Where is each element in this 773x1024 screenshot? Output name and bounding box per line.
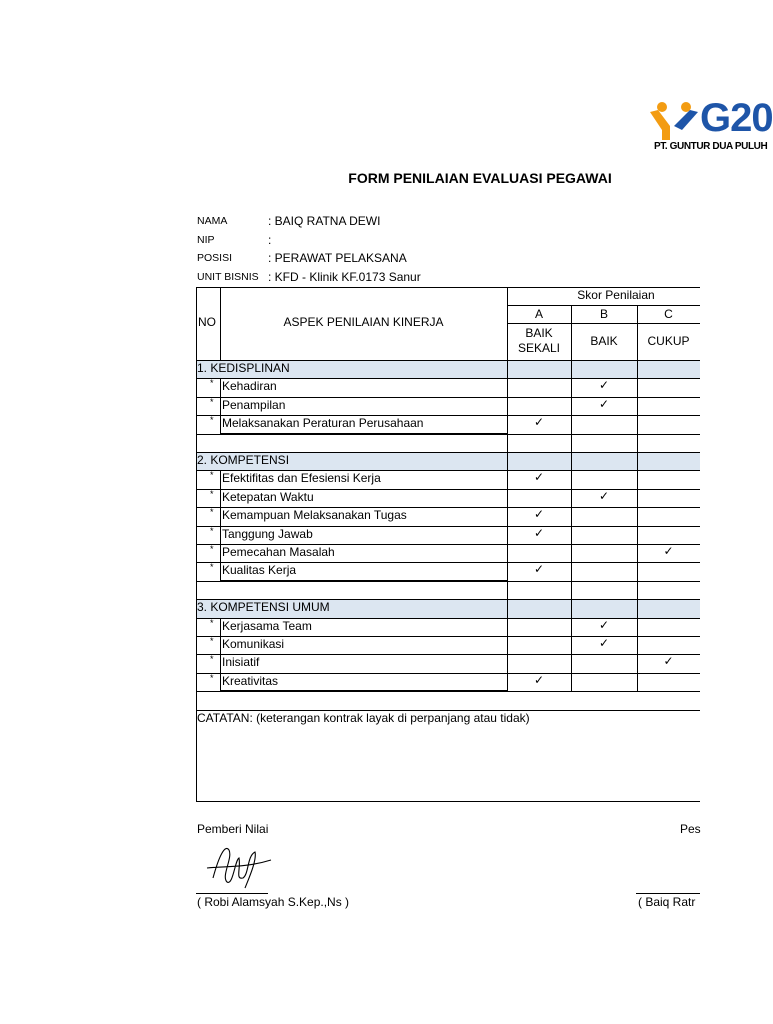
- check-mark-icon: ✓: [663, 654, 674, 669]
- item-label-1-3: Melaksanakan Peraturan Perusahaan: [222, 416, 424, 431]
- section-end-rule: [220, 690, 507, 692]
- spacer-row-1-c-divider: [637, 434, 638, 452]
- item-row-2-4-c-divider: [637, 526, 638, 544]
- info-value-nama: : BAIQ RATNA DEWI: [268, 214, 381, 228]
- item-label-2-2: Ketepatan Waktu: [222, 489, 314, 504]
- item-row-2-2-left: [196, 489, 197, 507]
- info-label-nama: NAMA: [197, 215, 228, 227]
- section-2-row-c-divider: [637, 452, 638, 470]
- item-row-1-1-c-divider: [637, 378, 638, 396]
- item-row-2-3-aspect-divider: [507, 507, 508, 525]
- notes-label: CATATAN: (keterangan kontrak layak di perpanjang atau tidak): [197, 711, 530, 725]
- section-2-row-aspect-divider: [507, 452, 508, 470]
- item-row-2-2-c-divider: [637, 489, 638, 507]
- info-value-unit: : KFD - Klinik KF.0173 Sanur: [268, 270, 421, 284]
- giver-label: Pemberi Nilai: [197, 822, 269, 836]
- item-row-3-4-aspect-divider: [507, 673, 508, 691]
- form-title: FORM PENILAIAN EVALUASI PEGAWAI: [348, 170, 612, 186]
- item-row-3-4-left: [196, 673, 197, 691]
- spacer-row-1-b-divider: [571, 434, 572, 452]
- employee-label: Pes: [680, 822, 701, 836]
- item-row-2-3-no-divider: [220, 507, 221, 525]
- spacer-row-2-left: [196, 581, 197, 599]
- item-label-1-1: Kehadiran: [222, 379, 277, 394]
- item-row-3-3-b-divider: [571, 654, 572, 672]
- section-3-row-aspect-divider: [507, 599, 508, 617]
- giver-name: ( Robi Alamsyah S.Kep.,Ns ): [197, 895, 350, 909]
- check-mark-icon: ✓: [533, 562, 545, 577]
- check-mark-icon: ✓: [533, 672, 545, 687]
- bullet-marker: *: [210, 507, 214, 518]
- item-row-2-1-aspect-divider: [507, 470, 508, 488]
- bullet-marker: *: [210, 378, 214, 389]
- spacer-row-2-b-divider: [571, 581, 572, 599]
- item-label-3-3: Inisiatif: [222, 655, 260, 670]
- giver-sign-line: [196, 893, 268, 894]
- header-col-c-code: C: [664, 307, 673, 321]
- section-1-row-b-divider: [571, 360, 572, 378]
- header-left-border: [196, 287, 197, 360]
- check-mark-icon: ✓: [533, 470, 545, 485]
- section-end-rule: [220, 580, 507, 582]
- info-value-nip: :: [268, 233, 272, 247]
- item-row-1-2-c-divider: [637, 397, 638, 415]
- header-col-b-code: B: [599, 307, 608, 321]
- item-row-2-5-no-divider: [220, 544, 221, 562]
- section-3-row-b-divider: [571, 599, 572, 617]
- item-label-2-1: Efektifitas dan Efesiensi Kerja: [222, 471, 381, 486]
- item-row-2-4-left: [196, 526, 197, 544]
- item-row-3-3-no-divider: [220, 654, 221, 672]
- item-row-3-4-b-divider: [571, 673, 572, 691]
- item-row-2-6-no-divider: [220, 562, 221, 580]
- item-row-2-5-left: [196, 544, 197, 562]
- item-row-3-3-c-divider: [637, 654, 638, 672]
- item-row-1-2-b-divider: [571, 397, 572, 415]
- score-code-divider: [507, 323, 700, 324]
- item-row-1-1-no-divider: [220, 378, 221, 396]
- item-row-2-3-left: [196, 507, 197, 525]
- bullet-marker: *: [210, 470, 214, 481]
- section-2-title: 2. KOMPETENSI: [197, 453, 290, 467]
- item-row-3-4-no-divider: [220, 673, 221, 691]
- item-row-1-1-b-divider: [571, 378, 572, 396]
- header-col-b-label: BAIK: [590, 334, 618, 348]
- item-row-3-1-no-divider: [220, 618, 221, 636]
- item-row-3-1-c-divider: [637, 618, 638, 636]
- item-row-3-1-left: [196, 618, 197, 636]
- item-row-2-5-aspect-divider: [507, 544, 508, 562]
- item-row-1-3-aspect-divider: [507, 415, 508, 433]
- item-row-3-2-c-divider: [637, 636, 638, 654]
- item-row-3-2-left: [196, 636, 197, 654]
- check-mark-icon: ✓: [598, 617, 610, 632]
- spacer-row-1-left: [196, 434, 197, 452]
- item-row-1-3-b-divider: [571, 415, 572, 433]
- item-row-1-2-left: [196, 397, 197, 415]
- bullet-marker: *: [210, 396, 214, 407]
- item-row-2-4-aspect-divider: [507, 526, 508, 544]
- check-mark-icon: ✓: [533, 507, 545, 522]
- item-row-2-5-c-divider: [637, 544, 638, 562]
- check-mark-icon: ✓: [598, 636, 610, 650]
- item-row-3-2-no-divider: [220, 636, 221, 654]
- company-name: PT. GUNTUR DUA PULUH: [654, 141, 768, 152]
- item-row-1-2-no-divider: [220, 397, 221, 415]
- bullet-marker: *: [210, 654, 214, 665]
- bullet-marker: *: [210, 544, 214, 554]
- bullet-marker: *: [210, 415, 214, 426]
- section-3-row-c-divider: [637, 599, 638, 617]
- check-mark-icon: ✓: [598, 378, 610, 393]
- item-row-2-3-b-divider: [571, 507, 572, 525]
- header-col-a-code: A: [534, 307, 543, 321]
- item-label-2-6: Kualitas Kerja: [222, 563, 297, 578]
- company-logo: [648, 96, 773, 160]
- section-2-row-b-divider: [571, 452, 572, 470]
- item-row-1-3-no-divider: [220, 415, 221, 433]
- item-label-2-3: Kemampuan Melaksanakan Tugas: [222, 508, 407, 523]
- item-row-2-1-left: [196, 470, 197, 488]
- item-label-3-2: Komunikasi: [222, 637, 285, 651]
- item-row-3-1-b-divider: [571, 618, 572, 636]
- item-row-2-1-c-divider: [637, 470, 638, 488]
- bullet-marker: *: [210, 672, 214, 683]
- score-group-divider: [507, 305, 700, 306]
- bullet-marker: *: [210, 562, 214, 573]
- item-row-1-1-left: [196, 378, 197, 396]
- item-row-3-4-c-divider: [637, 673, 638, 691]
- item-label-2-5: Pemecahan Masalah: [222, 545, 335, 559]
- item-row-3-2-bottom: [196, 654, 700, 655]
- check-mark-icon: ✓: [598, 396, 610, 411]
- header-col-a-label-2: SEKALI: [517, 341, 561, 355]
- item-row-3-1-aspect-divider: [507, 618, 508, 636]
- header-aspect: ASPEK PENILAIAN KINERJA: [283, 315, 444, 329]
- notes-bottom-border: [196, 801, 700, 802]
- item-row-2-2-aspect-divider: [507, 489, 508, 507]
- check-mark-icon: ✓: [533, 525, 545, 540]
- bullet-marker: *: [210, 488, 214, 499]
- section-1-row-c-divider: [637, 360, 638, 378]
- item-row-2-6-aspect-divider: [507, 562, 508, 580]
- handwritten-signature: [205, 838, 275, 896]
- brand-text: G20: [700, 96, 773, 140]
- item-row-2-1-b-divider: [571, 470, 572, 488]
- item-row-2-6-b-divider: [571, 562, 572, 580]
- item-label-2-4: Tanggung Jawab: [222, 526, 313, 541]
- item-row-2-1-no-divider: [220, 470, 221, 488]
- employee-sign-line: [636, 893, 700, 894]
- item-row-1-3-c-divider: [637, 415, 638, 433]
- bullet-marker: *: [210, 525, 214, 536]
- item-row-3-2-b-divider: [571, 636, 572, 654]
- spacer-row-2-c-divider: [637, 581, 638, 599]
- check-mark-icon: ✓: [533, 415, 545, 430]
- info-label-posisi: POSISI: [197, 252, 233, 264]
- spacer-row-1-aspect-divider: [507, 434, 508, 452]
- item-row-2-2-no-divider: [220, 489, 221, 507]
- item-row-2-3-c-divider: [637, 507, 638, 525]
- header-no: NO: [198, 315, 216, 329]
- item-row-3-3-aspect-divider: [507, 654, 508, 672]
- item-row-2-4-b-divider: [571, 526, 572, 544]
- section-1-title: 1. KEDISPLINAN: [197, 361, 290, 375]
- header-score-group: Skor Penilaian: [577, 288, 655, 302]
- info-label-nip: NIP: [197, 234, 215, 246]
- item-row-1-1-aspect-divider: [507, 378, 508, 396]
- bullet-marker: *: [210, 636, 214, 646]
- item-row-2-2-b-divider: [571, 489, 572, 507]
- item-row-1-2-aspect-divider: [507, 397, 508, 415]
- item-row-3-3-left: [196, 654, 197, 672]
- item-label-1-2: Penampilan: [222, 397, 286, 412]
- employee-name: ( Baiq Ratr: [638, 895, 696, 909]
- section-3-title: 3. KOMPETENSI UMUM: [197, 600, 330, 615]
- section-end-rule: [220, 433, 507, 435]
- spacer-row-2-aspect-divider: [507, 581, 508, 599]
- check-mark-icon: ✓: [663, 544, 674, 558]
- bullet-marker: *: [210, 617, 214, 628]
- header-col-a-label: BAIK: [525, 326, 553, 340]
- item-row-2-6-left: [196, 562, 197, 580]
- info-value-posisi: : PERAWAT PELAKSANA: [268, 251, 407, 265]
- header-col-c-label: CUKUP: [647, 334, 690, 348]
- section-1-row-aspect-divider: [507, 360, 508, 378]
- item-label-3-1: Kerjasama Team: [222, 618, 312, 633]
- item-row-1-3-left: [196, 415, 197, 433]
- final-row-left: [196, 691, 197, 709]
- people-logo-icon: [648, 100, 704, 140]
- item-row-2-5-b-divider: [571, 544, 572, 562]
- item-label-3-4: Kreativitas: [222, 673, 279, 688]
- info-label-unit: UNIT BISNIS: [197, 271, 259, 283]
- check-mark-icon: ✓: [598, 488, 610, 503]
- item-row-3-2-aspect-divider: [507, 636, 508, 654]
- item-row-2-6-c-divider: [637, 562, 638, 580]
- item-row-2-4-no-divider: [220, 526, 221, 544]
